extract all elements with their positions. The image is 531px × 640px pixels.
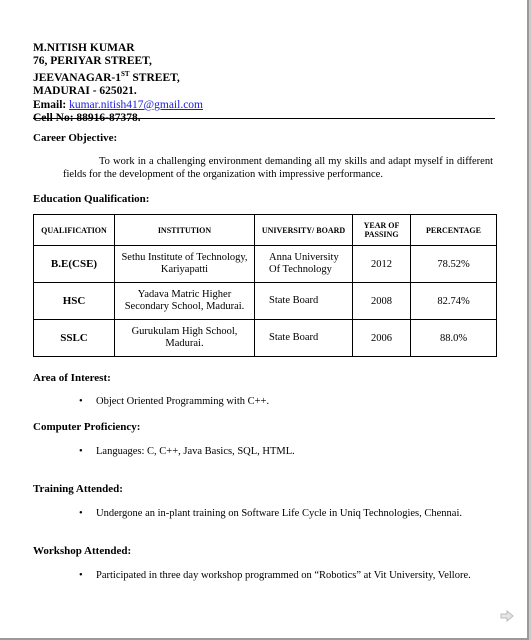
- workshop-attended-heading: Workshop Attended:: [33, 545, 132, 557]
- year-cell: 2012: [353, 246, 411, 283]
- address-line-3: MADURAI - 625021.: [33, 85, 137, 98]
- table-row: [34, 283, 497, 320]
- percentage-cell: 88.0%: [411, 320, 497, 357]
- career-objective-heading: Career Objective:: [33, 132, 118, 144]
- qualification-cell: B.E(CSE): [34, 246, 115, 283]
- applicant-name: M.NITISH KUMAR: [33, 42, 135, 54]
- bullet-icon: •: [79, 396, 83, 407]
- year-cell: 2006: [353, 320, 411, 357]
- cell-number: Cell No: 88916-87378.: [33, 111, 141, 124]
- header-divider: [33, 118, 495, 119]
- education-table: [33, 214, 497, 357]
- bullet-icon: •: [79, 446, 83, 457]
- column-header: PERCENTAGE: [411, 215, 497, 246]
- table-header-row: [34, 215, 497, 246]
- career-objective-text: To work in a challenging environment demanding all my skills and adapt myself in different fields for the development of the organization with impressive performance.: [63, 156, 493, 180]
- institution-cell: Yadava Matric Higher Secondary School, Madurai.: [115, 283, 255, 320]
- list-item: • Undergone an in-plant training on Software Life Cycle in Uniq Technologies, Chennai.: [79, 508, 462, 519]
- percentage-cell: 82.74%: [411, 283, 497, 320]
- list-item: • Participated in three day workshop programmed on “Robotics” at Vit University, Vellore.: [79, 570, 471, 581]
- table-row: [34, 320, 497, 357]
- board-cell: Anna University Of Technology: [255, 246, 353, 283]
- column-header: UNIVERSITY/ BOARD: [255, 215, 353, 246]
- list-item: • Object Oriented Programming with C++.: [79, 396, 270, 407]
- column-header: YEAR OF PASSING: [353, 215, 411, 246]
- column-header: INSTITUTION: [115, 215, 255, 246]
- next-arrow-icon[interactable]: [500, 610, 514, 622]
- column-header: QUALIFICATION: [34, 215, 115, 246]
- qualification-cell: HSC: [34, 283, 115, 320]
- training-attended-heading: Training Attended:: [33, 483, 123, 495]
- institution-cell: Sethu Institute of Technology, Kariyapatti: [115, 246, 255, 283]
- education-heading: Education Qualification:: [33, 193, 150, 205]
- board-cell: State Board: [255, 283, 353, 320]
- area-of-interest-heading: Area of Interest:: [33, 372, 111, 384]
- percentage-cell: 78.52%: [411, 246, 497, 283]
- address-line-1: 76, PERIYAR STREET,: [33, 55, 152, 68]
- board-cell: State Board: [255, 320, 353, 357]
- institution-cell: Gurukulam High School, Madurai.: [115, 320, 255, 357]
- address-line-2: JEEVANAGAR-1ST STREET,: [33, 70, 180, 85]
- year-cell: 2008: [353, 283, 411, 320]
- computer-proficiency-heading: Computer Proficiency:: [33, 421, 141, 433]
- bullet-icon: •: [79, 508, 83, 519]
- bullet-icon: •: [79, 570, 83, 581]
- email-link[interactable]: kumar.nitish417@gmail.com: [69, 98, 203, 111]
- contact-header: [33, 42, 203, 125]
- email-line: Email: kumar.nitish417@gmail.com: [33, 98, 203, 111]
- list-item: • Languages: C, C++, Java Basics, SQL, HTML.: [79, 446, 295, 457]
- qualification-cell: SSLC: [34, 320, 115, 357]
- table-row: [34, 246, 497, 283]
